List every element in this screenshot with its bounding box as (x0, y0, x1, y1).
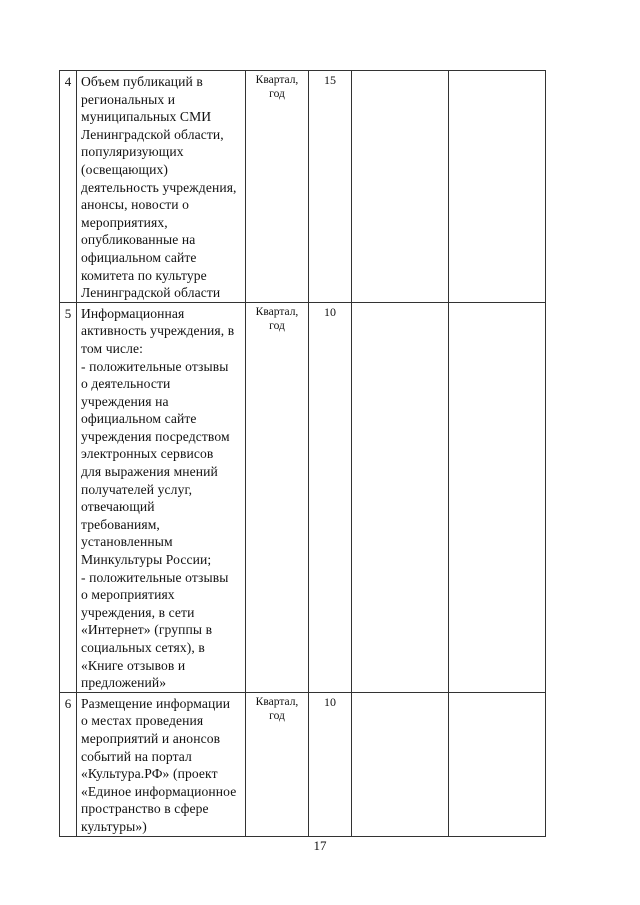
empty-cell (352, 71, 449, 303)
page-number: 17 (313, 838, 327, 853)
row-number: 5 (60, 302, 77, 692)
reporting-period: Квартал, год (246, 692, 309, 836)
criterion-score: 10 (309, 302, 352, 692)
criterion-score: 10 (309, 692, 352, 836)
criteria-table (59, 70, 546, 837)
empty-cell (449, 302, 546, 692)
empty-cell (449, 71, 546, 303)
row-number: 4 (60, 71, 77, 303)
reporting-period: Квартал, год (246, 302, 309, 692)
criterion-name: Размещение информации о местах проведения мероприятий и анонсов событий на портал «Культура.РФ» (проект «Единое информационное пространство в сфере культуры») (77, 692, 246, 836)
criterion-name: Объем публикаций в региональных и муниципальных СМИ Ленинградской области, популяризующих (освещающих) деятельность учреждения, анонсы, новости о мероприятиях, опубликованные на официальном сайте комитета по культуре Ленинградской области (77, 71, 246, 303)
row-number: 6 (60, 692, 77, 836)
criterion-score: 15 (309, 71, 352, 303)
table-row (60, 71, 546, 303)
criterion-name: Информационная активность учреждения, в том числе: - положительные отзывы о деятельности учреждения на официальном сайте учреждения посредством электронных сервисов для выражения мнений получателей услуг, отвечающий требованиям, установленным Минкультуры России; - положительные отзывы о мероприятиях учреждения, в сети «Интернет» (группы в социальных сетях), в «Книге отзывов и предложений» (77, 302, 246, 692)
empty-cell (352, 302, 449, 692)
table-row (60, 692, 546, 836)
empty-cell (449, 692, 546, 836)
table-row (60, 302, 546, 692)
empty-cell (352, 692, 449, 836)
reporting-period: Квартал, год (246, 71, 309, 303)
